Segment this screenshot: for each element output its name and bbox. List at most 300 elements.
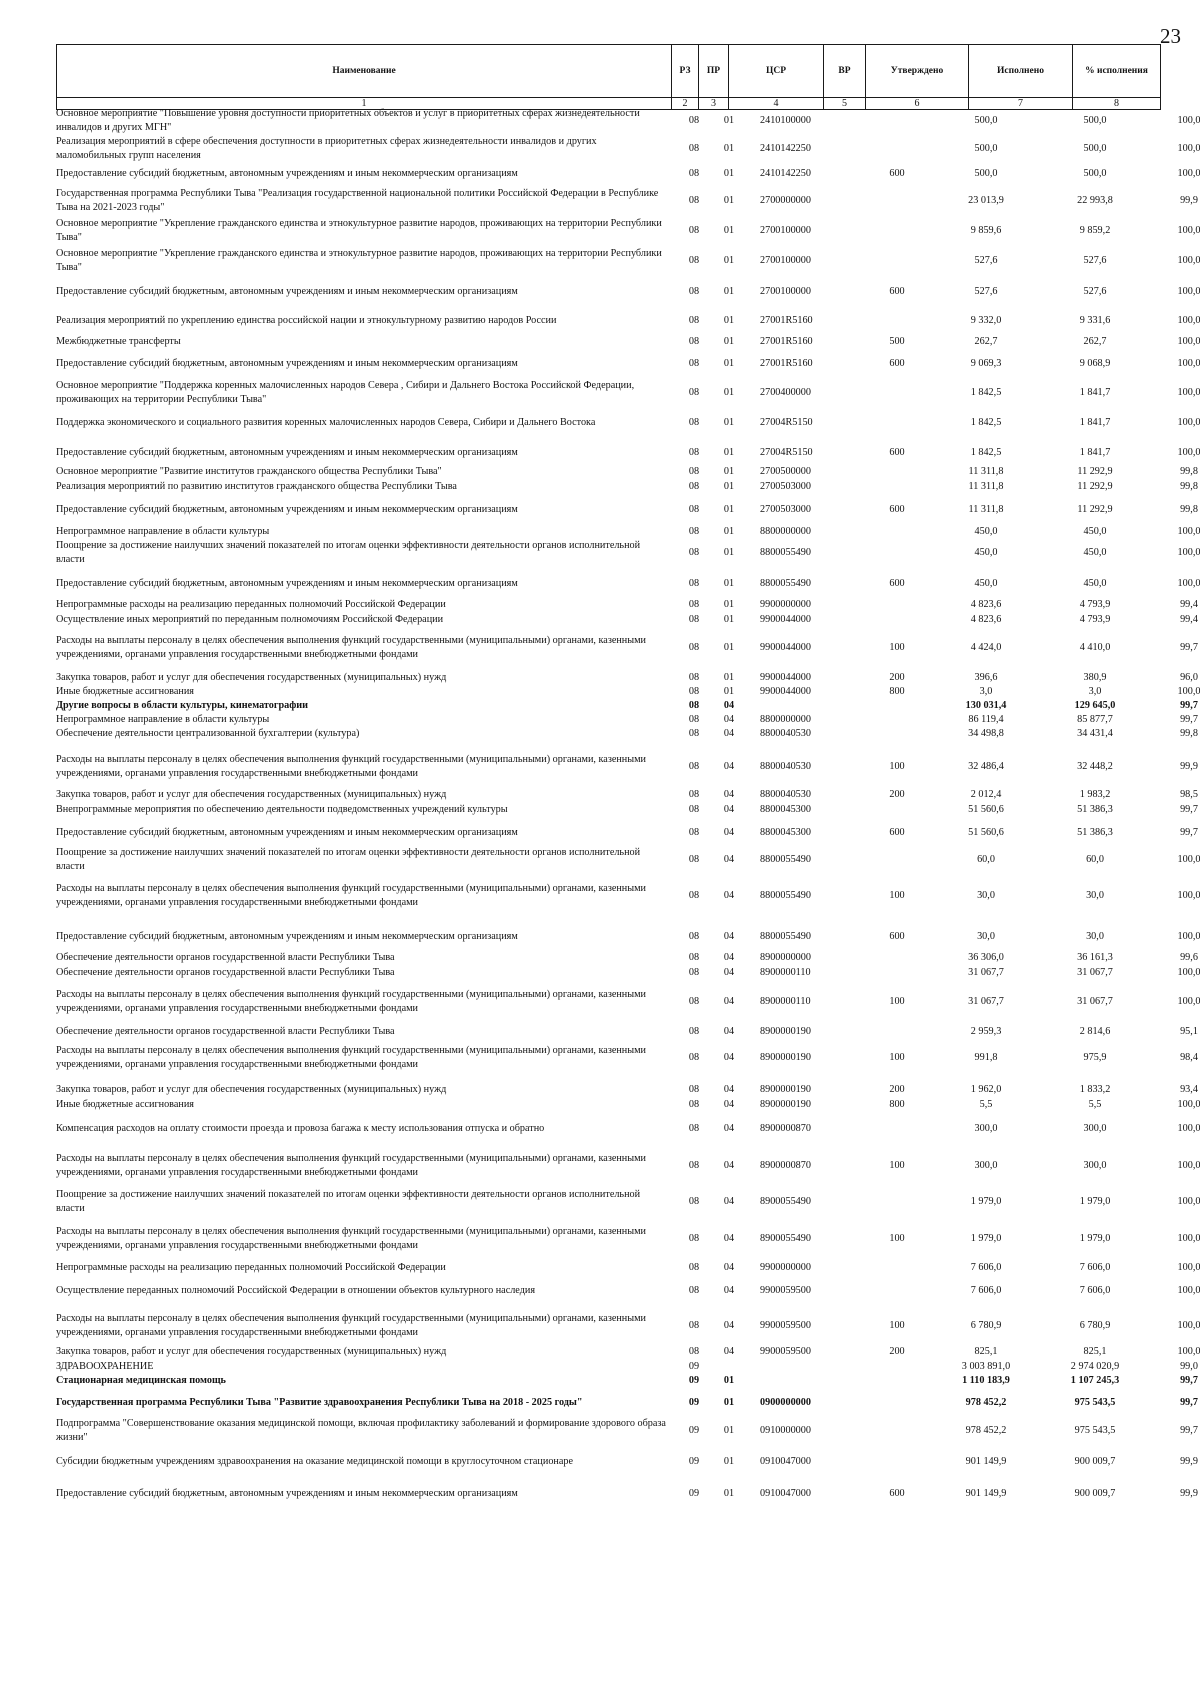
- row-approved: 527,6: [974, 255, 998, 266]
- row-percent: 98,4: [1180, 1052, 1198, 1063]
- row-rz: 08: [688, 115, 700, 126]
- row-vr: [878, 966, 916, 980]
- row-executed: 31 067,7: [1077, 967, 1113, 978]
- row-csr: 9900044000: [760, 614, 811, 625]
- row-name-text: Субсидии бюджетным учреждениям здравоохранения на оказание медицинской помощи в круглосуточном стационаре: [56, 1456, 574, 1467]
- row-name: [56, 1044, 666, 1072]
- row-vr: 100: [889, 1233, 905, 1244]
- row-executed: 30,0: [1086, 890, 1104, 901]
- row-approved: 4 424,0: [970, 642, 1002, 653]
- table-row: [56, 480, 1198, 494]
- row-name: [56, 1374, 666, 1388]
- row-csr: 8800045300: [760, 804, 811, 815]
- row-name-text: Основное мероприятие "Развитие институтов гражданского общества Республики Тыва": [56, 466, 442, 477]
- row-executed: 1 833,2: [1079, 1084, 1111, 1095]
- row-vr: 600: [889, 358, 905, 369]
- row-percent: 99,4: [1180, 599, 1198, 610]
- row-approved: 11 311,8: [968, 504, 1004, 515]
- row-name-text: Иные бюджетные ассигнования: [56, 1099, 194, 1110]
- row-name: [56, 480, 666, 494]
- row-vr: 600: [889, 447, 905, 458]
- row-name: [56, 444, 666, 462]
- row-rz: 08: [688, 447, 700, 458]
- row-approved: 978 452,2: [965, 1425, 1007, 1436]
- row-csr: 2700503000: [760, 504, 811, 515]
- table-row: [56, 444, 1200, 462]
- table-row: [56, 727, 1198, 741]
- row-vr: 200: [889, 1084, 905, 1095]
- row-csr: [756, 1360, 860, 1374]
- row-vr: 500: [889, 336, 905, 347]
- row-csr: 2700500000: [760, 466, 811, 477]
- row-percent: 99,7: [1180, 642, 1198, 653]
- row-pr: 04: [723, 890, 735, 901]
- row-approved: 1 842,5: [970, 387, 1002, 398]
- row-csr: 9900044000: [760, 686, 811, 697]
- row-pr: 01: [723, 387, 735, 398]
- table-row: [56, 1453, 1198, 1471]
- row-executed: 825,1: [1083, 1346, 1107, 1357]
- row-vr: [878, 1282, 916, 1300]
- table-row: [56, 409, 1200, 437]
- row-approved: 11 311,8: [968, 481, 1004, 492]
- row-approved: 901 149,9: [965, 1488, 1007, 1499]
- table-row: [56, 135, 1200, 163]
- row-vr: 100: [889, 1160, 905, 1171]
- row-percent: 100,0: [1177, 1233, 1200, 1244]
- table-row: [56, 685, 1200, 699]
- row-executed: 2 814,6: [1079, 1026, 1111, 1037]
- table-row: [56, 165, 1200, 183]
- row-csr: 9900044000: [760, 672, 811, 683]
- row-pr: 01: [723, 286, 735, 297]
- row-percent: 93,4: [1180, 1084, 1198, 1095]
- row-name-text: Поддержка экономического и социального развития коренных малочисленных народов Севера, Сибири и Дальнего Востока: [56, 417, 596, 428]
- row-percent: 99,8: [1180, 481, 1198, 492]
- table-row: [56, 1023, 1198, 1041]
- row-csr: 8900000110: [760, 996, 811, 1007]
- row-name: [56, 247, 666, 275]
- row-percent: 100,0: [1177, 143, 1200, 154]
- row-name-text: Предоставление субсидий бюджетным, автономным учреждениям и иным некоммерческим организациям: [56, 1488, 518, 1499]
- col-number: 1: [57, 98, 672, 110]
- row-executed: 500,0: [1083, 143, 1107, 154]
- row-executed: 9 331,6: [1079, 315, 1111, 326]
- row-name-text: Непрограммные расходы на реализацию переданных полномочий Российской Федерации: [56, 599, 446, 610]
- row-approved: 1 979,0: [970, 1196, 1002, 1207]
- row-executed: 51 386,3: [1077, 827, 1113, 838]
- row-csr: 9900044000: [760, 642, 811, 653]
- row-name-text: Предоставление субсидий бюджетным, автономным учреждениям и иным некоммерческим организациям: [56, 931, 518, 942]
- row-name: [56, 671, 666, 685]
- row-pr: [716, 1360, 742, 1374]
- col-header-executed: Исполнено: [969, 45, 1073, 98]
- row-rz: 08: [688, 526, 700, 537]
- row-percent: 99,7: [1180, 1375, 1198, 1386]
- row-name: [56, 501, 666, 519]
- row-name-text: Осуществление переданных полномочий Российской Федерации в отношении объектов культурного наследия: [56, 1285, 536, 1296]
- row-executed: 500,0: [1083, 115, 1107, 126]
- row-rz: 08: [688, 466, 700, 477]
- row-executed: 975,9: [1083, 1052, 1107, 1063]
- row-pr: 04: [723, 728, 735, 739]
- row-approved: 31 067,7: [968, 996, 1004, 1007]
- row-vr: 100: [889, 1320, 905, 1331]
- row-name: [56, 312, 666, 330]
- row-executed: 2 974 020,9: [1070, 1361, 1120, 1372]
- row-vr: [878, 846, 916, 874]
- row-rz: 08: [688, 1052, 700, 1063]
- row-name-text: Поощрение за достижение наилучших значений показателей по итогам оценки эффективности деятельности органов исполнительной власти: [56, 1189, 641, 1214]
- table-row: [56, 988, 1200, 1016]
- row-csr: 2700100000: [760, 255, 811, 266]
- row-csr: 2410142250: [760, 143, 811, 154]
- row-vr: [878, 379, 916, 407]
- row-csr: 27001R5160: [760, 315, 813, 326]
- row-approved: 527,6: [974, 286, 998, 297]
- row-vr: 600: [889, 286, 905, 297]
- row-name: [56, 575, 666, 593]
- row-name-text: Государственная программа Республики Тыва "Реализация государственной национальной политики Российской Федерации в Республике Тыва на 2021-2023 годы": [56, 188, 659, 213]
- col-header-percent: % исполнения: [1073, 45, 1161, 98]
- row-executed: 1 983,2: [1079, 789, 1111, 800]
- row-approved: 262,7: [974, 336, 998, 347]
- row-name: [56, 165, 666, 183]
- row-pr: 04: [723, 789, 735, 800]
- row-csr: [756, 1374, 860, 1388]
- row-name-text: Непрограммные расходы на реализацию переданных полномочий Российской Федерации: [56, 1262, 446, 1273]
- row-rz: 08: [688, 578, 700, 589]
- row-name: [56, 1152, 666, 1180]
- row-pr: 04: [723, 1160, 735, 1171]
- row-pr: 04: [723, 1320, 735, 1331]
- row-name-text: Расходы на выплаты персоналу в целях обеспечения выполнения функций государственными (муниципальными) органами, казенными учреждениями, органами управления государственными внебюджетными фондами: [56, 1313, 647, 1338]
- row-vr: 200: [889, 672, 905, 683]
- row-name-text: Реализация мероприятий по развитию институтов гражданского общества Республики Тыва: [56, 481, 457, 492]
- row-vr: 600: [889, 1488, 905, 1499]
- row-name-text: Закупка товаров, работ и услуг для обеспечения государственных (муниципальных) нужд: [56, 672, 447, 683]
- row-pr: 01: [723, 195, 735, 206]
- row-rz: 08: [688, 614, 700, 625]
- table-row: [56, 379, 1200, 407]
- row-approved: 31 067,7: [968, 967, 1004, 978]
- row-csr: 9900000000: [760, 1262, 811, 1273]
- row-rz: 08: [688, 1160, 700, 1171]
- col-number: 3: [699, 98, 729, 110]
- row-name: [56, 1360, 666, 1374]
- row-rz: 08: [688, 255, 700, 266]
- row-name: [56, 1120, 666, 1138]
- row-name: [56, 634, 666, 662]
- row-approved: 32 486,4: [968, 761, 1004, 772]
- table-row: [56, 187, 1198, 215]
- row-pr: 01: [723, 599, 735, 610]
- row-pr: 01: [723, 614, 735, 625]
- row-name-text: Иные бюджетные ассигнования: [56, 686, 194, 697]
- row-name: [56, 613, 666, 627]
- row-name: [56, 355, 666, 373]
- row-percent: 100,0: [1177, 447, 1200, 458]
- row-vr: [878, 1394, 916, 1412]
- row-name-text: Предоставление субсидий бюджетным, автономным учреждениям и иным некоммерческим организациям: [56, 504, 518, 515]
- table-row: [56, 613, 1198, 627]
- row-name: [56, 379, 666, 407]
- table-row: [56, 1188, 1200, 1216]
- row-pr: 04: [723, 1196, 735, 1207]
- row-pr: 01: [723, 504, 735, 515]
- row-executed: 9 068,9: [1079, 358, 1111, 369]
- row-percent: 100,0: [1177, 1346, 1200, 1357]
- row-percent: 99,9: [1180, 195, 1198, 206]
- row-vr: [878, 135, 916, 163]
- row-executed: 4 793,9: [1079, 599, 1111, 610]
- row-rz: 08: [688, 967, 700, 978]
- table-row: [56, 1394, 1198, 1412]
- row-name-text: Обеспечение деятельности органов государственной власти Республики Тыва: [56, 952, 395, 963]
- col-number: 7: [969, 98, 1073, 110]
- row-vr: 600: [889, 578, 905, 589]
- row-rz: 08: [688, 804, 700, 815]
- row-name: [56, 1345, 666, 1359]
- row-vr: [878, 312, 916, 330]
- row-executed: 1 841,7: [1079, 447, 1111, 458]
- row-vr: [878, 1453, 916, 1471]
- col-header-csr: ЦСР: [729, 45, 824, 98]
- row-vr: 600: [889, 931, 905, 942]
- row-pr: 04: [723, 1123, 735, 1134]
- row-approved: 901 149,9: [965, 1456, 1007, 1467]
- row-percent: 99,7: [1180, 714, 1198, 725]
- row-name: [56, 539, 666, 567]
- row-approved: 300,0: [974, 1160, 998, 1171]
- row-approved: 51 560,6: [968, 827, 1004, 838]
- row-vr: 100: [889, 642, 905, 653]
- row-executed: 500,0: [1083, 168, 1107, 179]
- table-row: [56, 713, 1198, 727]
- row-rz: 08: [688, 599, 700, 610]
- row-name-text: Межбюджетные трансферты: [56, 336, 181, 347]
- row-name: [56, 1188, 666, 1216]
- row-percent: 99,9: [1180, 1456, 1198, 1467]
- row-name-text: Подпрограмма "Совершенствование оказания медицинской помощи, включая профилактику заболеваний и формирование здорового образа жизни": [56, 1418, 666, 1443]
- row-csr: 0910047000: [760, 1456, 811, 1467]
- row-vr: [878, 247, 916, 275]
- row-name-text: Реализация мероприятий в сфере обеспечения доступности в приоритетных сферах жизнедеятельности инвалидов и других маломобильных групп населения: [56, 136, 597, 161]
- row-approved: 500,0: [974, 143, 998, 154]
- row-csr: 27004R5150: [760, 417, 813, 428]
- row-pr: 01: [723, 466, 735, 477]
- row-vr: 100: [889, 1052, 905, 1063]
- row-vr: 800: [889, 686, 905, 697]
- row-name: [56, 1394, 666, 1412]
- row-rz: 08: [688, 672, 700, 683]
- row-approved: 500,0: [974, 168, 998, 179]
- row-vr: 800: [889, 1099, 905, 1110]
- row-executed: 1 841,7: [1079, 387, 1111, 398]
- row-executed: 85 877,7: [1077, 714, 1113, 725]
- row-name-text: Внепрограммные мероприятия по обеспечению деятельности подведомственных учреждений культуры: [56, 804, 508, 815]
- row-executed: 129 645,0: [1074, 700, 1116, 711]
- row-percent: 100,0: [1177, 526, 1200, 537]
- row-pr: 04: [723, 1285, 735, 1296]
- row-name-text: Поощрение за достижение наилучших значений показателей по итогам оценки эффективности деятельности органов исполнительной власти: [56, 847, 641, 872]
- row-executed: 975 543,5: [1074, 1425, 1116, 1436]
- row-approved: 86 119,4: [968, 714, 1004, 725]
- row-rz: 08: [688, 728, 700, 739]
- row-approved: 30,0: [977, 890, 995, 901]
- row-approved: 450,0: [974, 547, 998, 558]
- row-pr: 01: [723, 168, 735, 179]
- row-rz: 08: [688, 195, 700, 206]
- row-executed: 60,0: [1086, 854, 1104, 865]
- row-percent: 98,5: [1180, 789, 1198, 800]
- row-name-text: Компенсация расходов на оплату стоимости проезда и провоза багажа к месту использования отпуска и обратно: [56, 1123, 545, 1134]
- row-percent: 99,7: [1180, 827, 1198, 838]
- row-pr: 01: [723, 526, 735, 537]
- row-name: [56, 1023, 666, 1041]
- row-executed: 1 979,0: [1079, 1196, 1111, 1207]
- table-row: [56, 671, 1198, 685]
- row-pr: 01: [723, 642, 735, 653]
- row-rz: 08: [688, 789, 700, 800]
- row-name: [56, 966, 666, 980]
- row-rz: 08: [688, 315, 700, 326]
- row-pr: 01: [723, 547, 735, 558]
- row-pr: 01: [723, 115, 735, 126]
- row-rz: 09: [688, 1361, 700, 1372]
- row-rz: 09: [688, 1375, 700, 1386]
- table-row: [56, 634, 1198, 662]
- row-csr: 8800000000: [760, 714, 811, 725]
- row-percent: 100,0: [1177, 578, 1200, 589]
- table-row: [56, 1312, 1200, 1340]
- row-executed: 1 107 245,3: [1070, 1375, 1120, 1386]
- row-rz: 08: [688, 700, 700, 711]
- row-name-text: Предоставление субсидий бюджетным, автономным учреждениям и иным некоммерческим организациям: [56, 447, 518, 458]
- row-executed: 11 292,9: [1077, 466, 1113, 477]
- row-pr: 01: [723, 578, 735, 589]
- row-pr: 04: [723, 931, 735, 942]
- row-executed: 1 841,7: [1079, 417, 1111, 428]
- row-approved: 51 560,6: [968, 804, 1004, 815]
- row-csr: 8900000110: [760, 967, 811, 978]
- table-row: [56, 501, 1198, 519]
- row-percent: 99,4: [1180, 614, 1198, 625]
- row-pr: 04: [723, 952, 735, 963]
- row-name-text: Основное мероприятие "Повышение уровня доступности приоритетных объектов и услуг в приоритетных сферах жизнедеятельности инвалидов и других МГН": [56, 108, 640, 133]
- row-executed: 262,7: [1083, 336, 1107, 347]
- row-percent: 100,0: [1177, 967, 1200, 978]
- table-row: [56, 598, 1198, 612]
- table-row: [56, 465, 1198, 479]
- row-vr: [878, 1023, 916, 1041]
- row-percent: 99,7: [1180, 804, 1198, 815]
- row-approved: 4 823,6: [970, 599, 1002, 610]
- row-vr: [878, 727, 916, 741]
- row-pr: 04: [723, 1346, 735, 1357]
- row-executed: 31 067,7: [1077, 996, 1113, 1007]
- row-name: [56, 1282, 666, 1300]
- row-pr: 01: [723, 1456, 735, 1467]
- row-name-text: Обеспечение деятельности централизованной бухгалтерии (культура): [56, 728, 360, 739]
- table-row: [56, 1374, 1198, 1388]
- table-row: [56, 1225, 1200, 1253]
- row-name-text: Закупка товаров, работ и услуг для обеспечения государственных (муниципальных) нужд: [56, 789, 447, 800]
- row-approved: 7 606,0: [970, 1285, 1002, 1296]
- row-csr: 27001R5160: [760, 336, 813, 347]
- row-executed: 450,0: [1083, 547, 1107, 558]
- row-rz: 08: [688, 952, 700, 963]
- row-executed: 527,6: [1083, 255, 1107, 266]
- row-executed: 32 448,2: [1077, 761, 1113, 772]
- row-csr: 8800055490: [760, 547, 811, 558]
- row-name: [56, 699, 666, 713]
- table-row: [56, 1098, 1200, 1112]
- row-pr: 04: [723, 967, 735, 978]
- row-pr: 01: [723, 255, 735, 266]
- row-name: [56, 951, 666, 965]
- row-executed: 300,0: [1083, 1160, 1107, 1171]
- row-executed: 450,0: [1083, 526, 1107, 537]
- row-approved: 978 452,2: [965, 1397, 1007, 1408]
- table-row: [56, 1485, 1198, 1503]
- row-name-text: Осуществление иных мероприятий по переданным полномочиям Российской Федерации: [56, 614, 444, 625]
- row-pr: 01: [723, 225, 735, 236]
- row-csr: 8900000190: [760, 1099, 811, 1110]
- table-row: [56, 753, 1198, 781]
- row-csr: 8900000870: [760, 1123, 811, 1134]
- row-vr: [878, 107, 916, 135]
- row-csr: 8900000190: [760, 1026, 811, 1037]
- row-pr: 04: [723, 1084, 735, 1095]
- table-row: [56, 1282, 1200, 1300]
- row-pr: 01: [723, 336, 735, 347]
- row-percent: 99,7: [1180, 1397, 1198, 1408]
- row-approved: 1 110 183,9: [962, 1375, 1010, 1386]
- row-name-text: Непрограммное направление в области культуры: [56, 714, 270, 725]
- row-percent: 99,6: [1180, 952, 1198, 963]
- row-csr: 2700400000: [760, 387, 811, 398]
- row-percent: 100,0: [1177, 358, 1200, 369]
- row-rz: 08: [688, 225, 700, 236]
- row-vr: [878, 803, 916, 817]
- row-name-text: Предоставление субсидий бюджетным, автономным учреждениям и иным некоммерческим организациям: [56, 578, 518, 589]
- row-name: [56, 598, 666, 612]
- row-csr: 8800055490: [760, 854, 811, 865]
- row-csr: 8800040530: [760, 728, 811, 739]
- row-pr: 01: [723, 447, 735, 458]
- row-executed: 300,0: [1083, 1123, 1107, 1134]
- row-name-text: Обеспечение деятельности органов государственной власти Республики Тыва: [56, 967, 395, 978]
- table-row: [56, 1360, 1198, 1374]
- row-executed: 3,0: [1088, 686, 1102, 697]
- row-csr: 8800040530: [760, 789, 811, 800]
- row-percent: 100,0: [1177, 854, 1200, 865]
- row-vr: [878, 480, 916, 494]
- row-rz: 08: [688, 931, 700, 942]
- row-executed: 51 386,3: [1077, 804, 1113, 815]
- row-rz: 08: [688, 504, 700, 515]
- row-approved: 1 842,5: [970, 417, 1002, 428]
- col-header-approved: Утверждено: [866, 45, 969, 98]
- row-executed: 30,0: [1086, 931, 1104, 942]
- row-percent: 100,0: [1177, 1262, 1200, 1273]
- row-rz: 08: [688, 1196, 700, 1207]
- row-pr: 01: [723, 1375, 735, 1386]
- row-csr: 8800055490: [760, 578, 811, 589]
- row-csr: 9900059500: [760, 1346, 811, 1357]
- row-vr: [878, 1374, 916, 1388]
